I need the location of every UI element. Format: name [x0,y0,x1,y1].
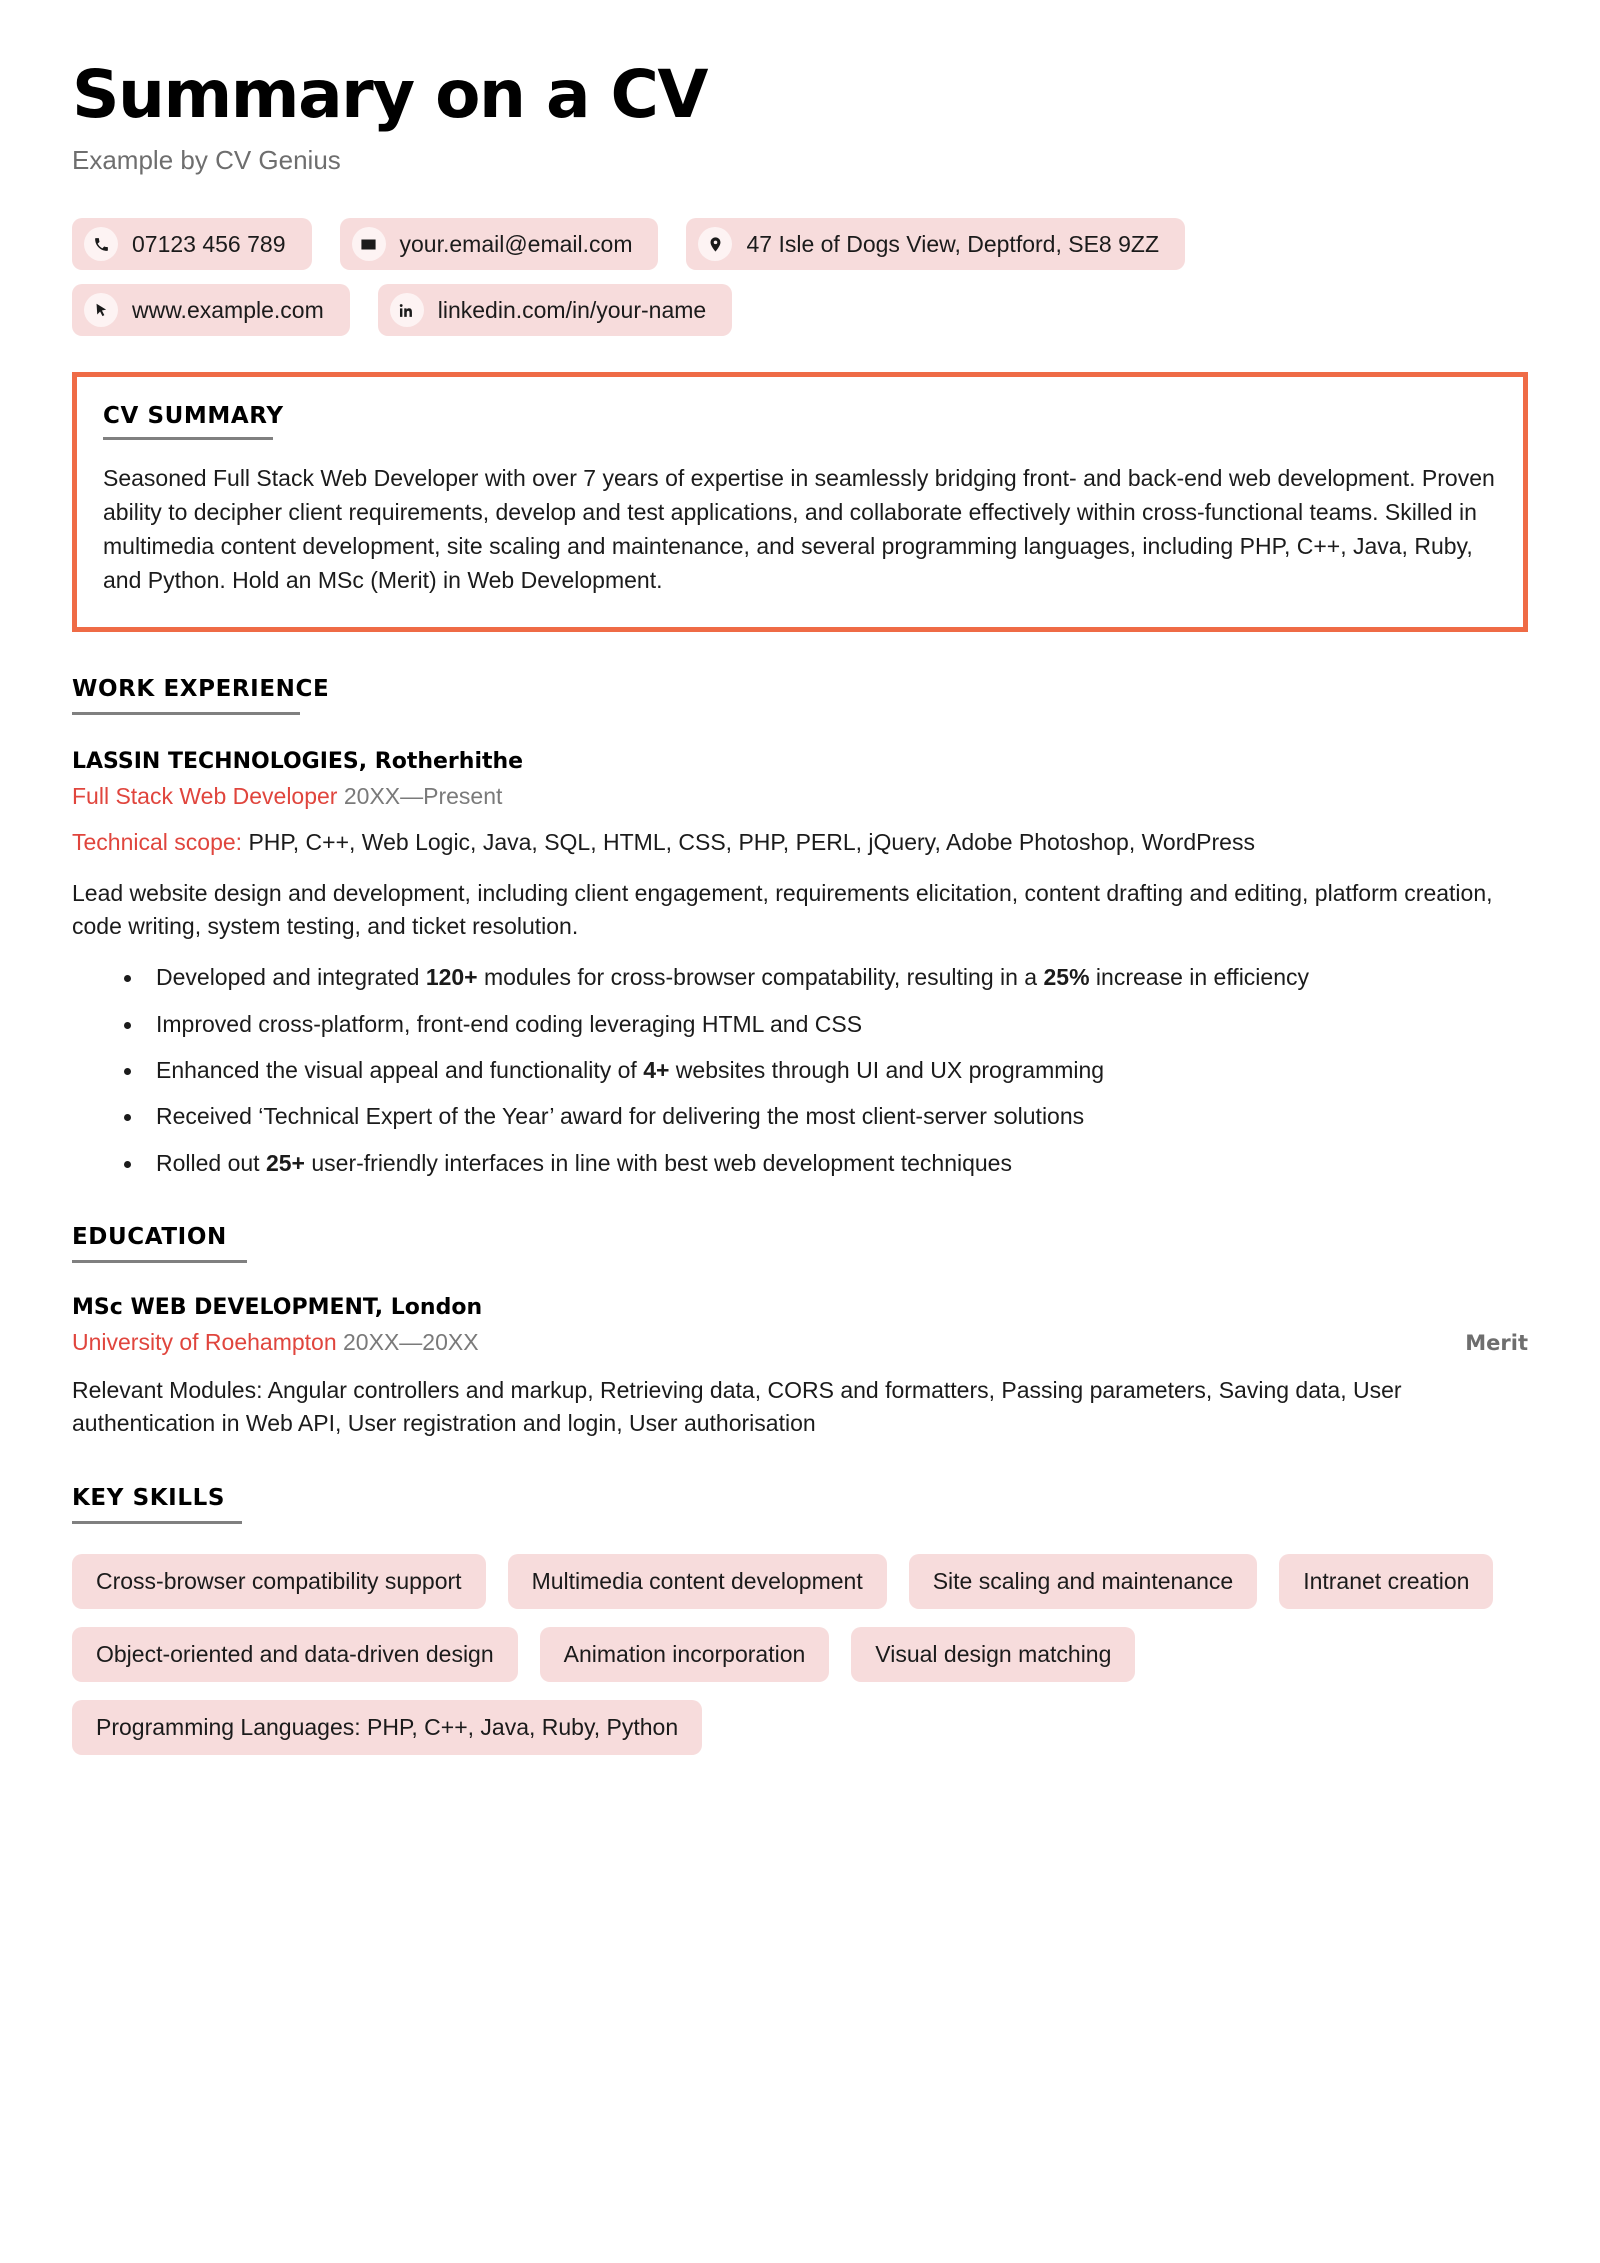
contact-pill-email[interactable] [340,218,659,270]
contact-details [72,218,1528,336]
contact-row-2 [72,284,1528,336]
education-school: University of Roehampton [72,1329,337,1356]
cv-summary-section [72,372,1528,632]
list-item: • Rolled out 25+ user-friendly interfaces in line with best web development techniques [144,1147,1528,1180]
skill-pill: Visual design matching [851,1627,1135,1682]
job-company-name: LASSIN TECHNOLOGIES, Rotherhithe [72,749,524,775]
work-experience-entry [72,749,1528,1180]
list-item: • Developed and integrated 120+ modules for cross-browser compatability, resulting in a 25% increase in efficiency [144,961,1528,994]
contact-pill-phone[interactable] [72,218,312,270]
education-degree: MSc WEB DEVELOPMENT, London [72,1295,483,1321]
education-school-and-dates [72,1329,479,1356]
skill-pill: Programming Languages: PHP, C++, Java, Ruby, Python [72,1700,702,1755]
linkedin-icon [390,293,424,327]
contact-email-text: your.email@email.com [399,230,633,257]
skill-pill: Intranet creation [1279,1554,1493,1609]
document-header [72,56,1528,176]
contact-pill-linkedin[interactable] [378,284,732,336]
key-skills-heading: KEY SKILLS [72,1484,226,1511]
work-experience-section [72,676,1528,1180]
job-description: Lead website design and development, including client engagement, requirements elicitation, content drafting and editing, platform creation, code writing, system testing, and ticket resolution. [72,879,1493,940]
skill-pill: Object-oriented and data-driven design [72,1627,518,1682]
skill-pill: Cross-browser compatibility support [72,1554,486,1609]
skill-pill: Site scaling and maintenance [909,1554,1257,1609]
page-title: Summary on a CV [72,56,707,133]
education-entry [72,1295,1528,1441]
education-section [72,1224,1528,1441]
list-item: • Improved cross-platform, front-end coding leveraging HTML and CSS [144,1008,1528,1041]
envelope-icon [352,227,386,261]
contact-row-1 [72,218,1528,270]
location-pin-icon [698,227,732,261]
cursor-arrow-icon [84,293,118,327]
work-experience-heading: WORK EXPERIENCE [72,676,330,703]
contact-address-text: 47 Isle of Dogs View, Deptford, SE8 9ZZ [746,230,1159,257]
job-role-line [72,783,1528,810]
job-role-title: Full Stack Web Developer [72,783,338,810]
education-heading: EDUCATION [72,1224,227,1251]
cv-summary-text: Seasoned Full Stack Web Developer with over 7 years of expertise in seamlessly bridging front- and back-end web development. Proven ability to decipher client requirements, develop and test applications, and collaborate effectively within cross-functional teams. Skilled in multimedia content development, site scaling and maintenance, and several programming languages, including PHP, C++, Java, Ruby, and Python. Hold an MSc (Merit) in Web Development. [103,465,1495,593]
technical-scope-label: Technical scope: [72,829,243,856]
job-dates: 20XX—Present [343,783,503,810]
education-modules: Relevant Modules: Angular controllers and markup, Retrieving data, CORS and formatters, Passing parameters, Saving data, User authentication in Web API, User registration and login, User authorisation [72,1377,1402,1437]
technical-scope-value: PHP, C++, Web Logic, Java, SQL, HTML, CSS, PHP, PERL, jQuery, Adobe Photoshop, WordPress [248,829,1255,856]
skill-pill: Animation incorporation [540,1627,830,1682]
job-bullet-list [72,961,1528,1180]
skill-pill: Multimedia content development [508,1554,887,1609]
list-item: • Received ‘Technical Expert of the Year’ award for delivering the most client-server solutions [144,1100,1528,1133]
contact-phone-text: 07123 456 789 [132,230,286,257]
contact-linkedin-text: linkedin.com/in/your-name [437,296,707,323]
education-grade: Merit [1465,1331,1528,1356]
contact-pill-address[interactable] [686,218,1185,270]
phone-icon [84,227,118,261]
education-dates: 20XX—20XX [343,1329,479,1356]
cv-summary-heading: CV SUMMARY [103,403,284,430]
page-subtitle: Example by CV Genius [72,145,341,176]
key-skills-section [72,1485,1528,1755]
list-item: • Enhanced the visual appeal and functionality of 4+ websites through UI and UX programming [144,1054,1528,1087]
contact-website-text: www.example.com [132,296,324,323]
key-skills-list [72,1554,1512,1755]
contact-pill-website[interactable] [72,284,350,336]
education-detail-line [72,1329,1528,1356]
job-technical-scope [72,826,1528,858]
